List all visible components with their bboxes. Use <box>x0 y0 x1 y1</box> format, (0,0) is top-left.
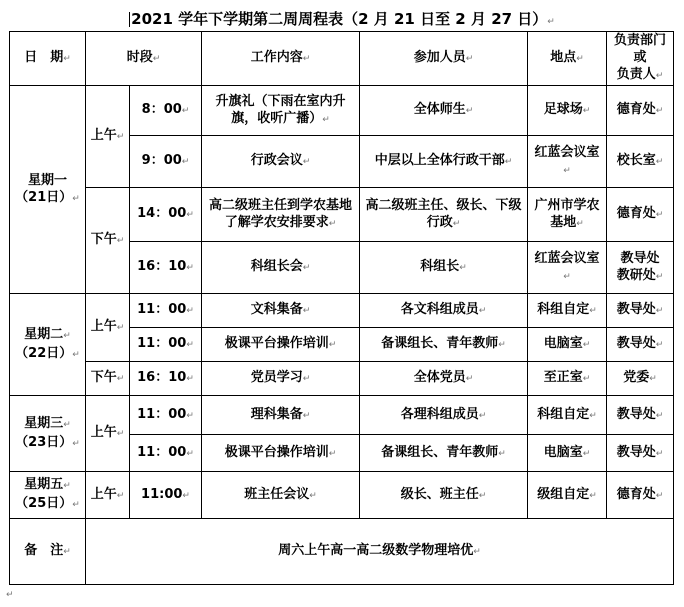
table-row <box>10 472 674 519</box>
time-cell: 11:00↵ <box>130 472 202 519</box>
participants-cell: 全体党员↵ <box>360 362 528 396</box>
half-cell-am: 上午↵ <box>86 86 130 188</box>
dept-cell: 教导处↵ <box>607 396 674 435</box>
content-cell: 极课平台操作培训↵ <box>202 328 360 362</box>
header-row <box>10 32 674 86</box>
half-cell-am: 上午↵ <box>86 396 130 472</box>
participants-cell: 高二级班主任、级长、下级行政↵ <box>360 188 528 242</box>
schedule-table <box>9 31 674 585</box>
participants-cell: 备课组长、青年教师↵ <box>360 328 528 362</box>
content-cell: 极课平台操作培训↵ <box>202 435 360 472</box>
time-cell: 16：10↵ <box>130 242 202 294</box>
paragraph-mark-icon: ↵ <box>547 17 555 27</box>
dept-cell: 德育处↵ <box>607 472 674 519</box>
dept-cell: 德育处↵ <box>607 188 674 242</box>
content-cell: 班主任会议↵ <box>202 472 360 519</box>
notes-row <box>10 519 674 585</box>
time-cell: 8：00↵ <box>130 86 202 136</box>
header-date: 日 期↵ <box>10 32 86 86</box>
text-cursor <box>129 12 130 27</box>
header-location: 地点↵ <box>528 32 607 86</box>
location-cell: 红蓝会议室↵ <box>528 136 607 188</box>
participants-cell: 各理科组成员↵ <box>360 396 528 435</box>
time-cell: 14：00↵ <box>130 188 202 242</box>
participants-cell: 备课组长、青年教师↵ <box>360 435 528 472</box>
content-cell: 高二级班主任到学农基地了解学农安排要求↵ <box>202 188 360 242</box>
content-cell: 科组长会↵ <box>202 242 360 294</box>
participants-cell: 各文科组成员↵ <box>360 294 528 328</box>
time-cell: 11：00↵ <box>130 435 202 472</box>
header-participants: 参加人员↵ <box>360 32 528 86</box>
time-cell: 11：00↵ <box>130 328 202 362</box>
document-title <box>0 8 684 29</box>
dept-cell: 教导处↵ <box>607 328 674 362</box>
table-row <box>10 396 674 435</box>
location-cell: 广州市学农基地↵ <box>528 188 607 242</box>
content-cell: 文科集备↵ <box>202 294 360 328</box>
day-cell-tuesday: 星期二↵ （22日）↵ <box>10 294 86 396</box>
dept-cell: 校长室↵ <box>607 136 674 188</box>
location-cell: 足球场↵ <box>528 86 607 136</box>
location-cell: 至正室↵ <box>528 362 607 396</box>
half-cell-pm: 下午↵ <box>86 362 130 396</box>
time-cell: 16：10↵ <box>130 362 202 396</box>
header-period: 时段↵ <box>86 32 202 86</box>
time-cell: 11：00↵ <box>130 294 202 328</box>
dept-cell: 党委↵ <box>607 362 674 396</box>
day-cell-monday: 星期一 （21日）↵ <box>10 86 86 294</box>
location-cell: 红蓝会议室↵ <box>528 242 607 294</box>
participants-cell: 中层以上全体行政干部↵ <box>360 136 528 188</box>
content-cell: 行政会议↵ <box>202 136 360 188</box>
dept-cell: 教导处 教研处↵ <box>607 242 674 294</box>
time-cell: 9：00↵ <box>130 136 202 188</box>
notes-label: 备 注↵ <box>10 519 86 585</box>
participants-cell: 科组长↵ <box>360 242 528 294</box>
location-cell: 科组自定↵ <box>528 396 607 435</box>
table-row <box>10 188 674 242</box>
content-cell: 升旗礼（下雨在室内升旗，收听广播）↵ <box>202 86 360 136</box>
location-cell: 电脑室↵ <box>528 328 607 362</box>
content-cell: 党员学习↵ <box>202 362 360 396</box>
header-dept: 负责部门或 负责人↵ <box>607 32 674 86</box>
paragraph-mark-icon: ↵ <box>6 590 14 600</box>
dept-cell: 教导处↵ <box>607 435 674 472</box>
participants-cell: 全体师生↵ <box>360 86 528 136</box>
notes-text: 周六上午高一高二级数学物理培优↵ <box>86 519 674 585</box>
half-cell-pm: 下午↵ <box>86 188 130 294</box>
half-cell-am: 上午↵ <box>86 472 130 519</box>
day-cell-wednesday: 星期三↵ （23日）↵ <box>10 396 86 472</box>
table-row <box>10 294 674 328</box>
content-cell: 理科集备↵ <box>202 396 360 435</box>
dept-cell: 德育处↵ <box>607 86 674 136</box>
dept-cell: 教导处↵ <box>607 294 674 328</box>
title-text: 2021 学年下学期第二周周程表（2 月 21 日至 2 月 27 日） <box>131 10 548 28</box>
table-row <box>10 86 674 136</box>
location-cell: 电脑室↵ <box>528 435 607 472</box>
header-content: 工作内容↵ <box>202 32 360 86</box>
time-cell: 11：00↵ <box>130 396 202 435</box>
participants-cell: 级长、班主任↵ <box>360 472 528 519</box>
location-cell: 级组自定↵ <box>528 472 607 519</box>
day-cell-friday: 星期五↵ （25日）↵ <box>10 472 86 519</box>
half-cell-am: 上午↵ <box>86 294 130 362</box>
location-cell: 科组自定↵ <box>528 294 607 328</box>
table-row <box>10 362 674 396</box>
